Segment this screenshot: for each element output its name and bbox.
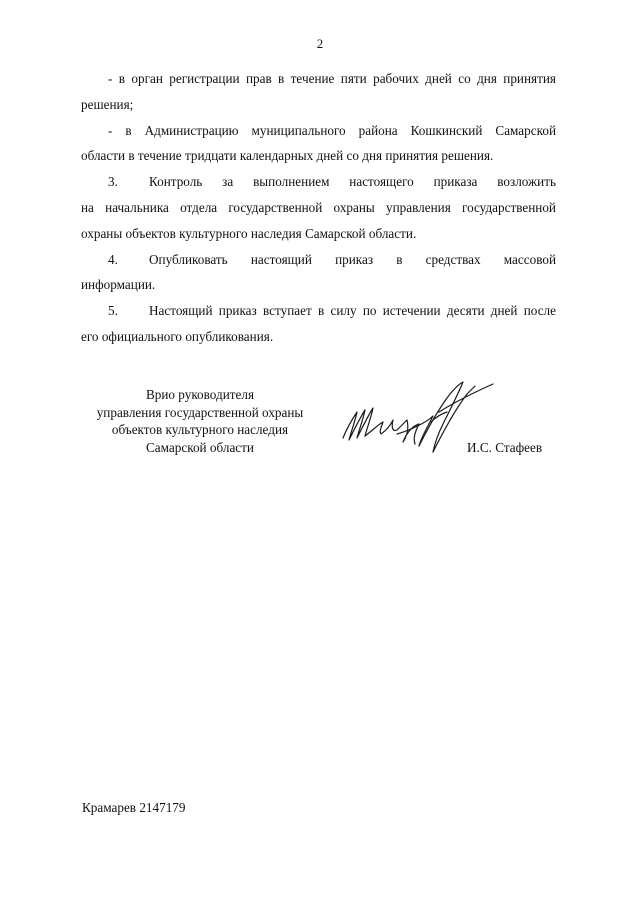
paragraph-line: Контроль за выполнением настоящего приказа возложить <box>149 174 556 190</box>
paragraph-number: 4. <box>108 251 118 267</box>
paragraph-line: Опубликовать настоящий приказ в средствах массовой <box>149 251 556 267</box>
paragraph-administration <box>81 118 556 170</box>
paragraph-number: 3. <box>108 174 118 190</box>
paragraph-registration <box>81 66 556 118</box>
paragraph-4 <box>81 247 556 299</box>
paragraph-first-line <box>81 247 556 273</box>
position-line: Врио руководителя <box>145 387 255 402</box>
paragraph-line: на начальника отдела государственной охраны управления государственной <box>81 199 556 215</box>
paragraph-line: - в Администрацию муниципального района Кошкинский Самарской <box>108 122 556 138</box>
page-number: 2 <box>316 36 324 51</box>
signer-name: И.С. Стафеев <box>467 440 543 455</box>
position-line: объектов культурного наследия <box>111 422 289 437</box>
paragraph-line: его официального опубликования. <box>81 328 274 344</box>
document-body <box>81 66 556 350</box>
position-line: управления государственной охраны <box>96 404 304 420</box>
paragraph-line: Настоящий приказ вступает в силу по истечении десяти дней после <box>149 303 556 319</box>
paragraph-first-line <box>81 298 556 324</box>
paragraph-first-line <box>81 169 556 195</box>
paragraph-line: информации. <box>81 277 156 293</box>
paragraph-line: - в орган регистрации прав в течение пяти рабочих дней со дня принятия <box>108 71 556 86</box>
paragraph-line: решения; <box>81 96 134 112</box>
paragraph-3 <box>81 169 556 246</box>
paragraph-line: охраны объектов культурного наследия Самарской области. <box>81 225 417 241</box>
paragraph-line: области в течение тридцати календарных дней со дня принятия решения. <box>81 148 494 164</box>
executor-note: Крамарев 2147179 <box>82 800 186 815</box>
signatory-position <box>80 386 320 456</box>
paragraph-5 <box>81 298 556 350</box>
position-line: Самарской области <box>146 439 254 455</box>
paragraph-number: 5. <box>108 303 118 319</box>
